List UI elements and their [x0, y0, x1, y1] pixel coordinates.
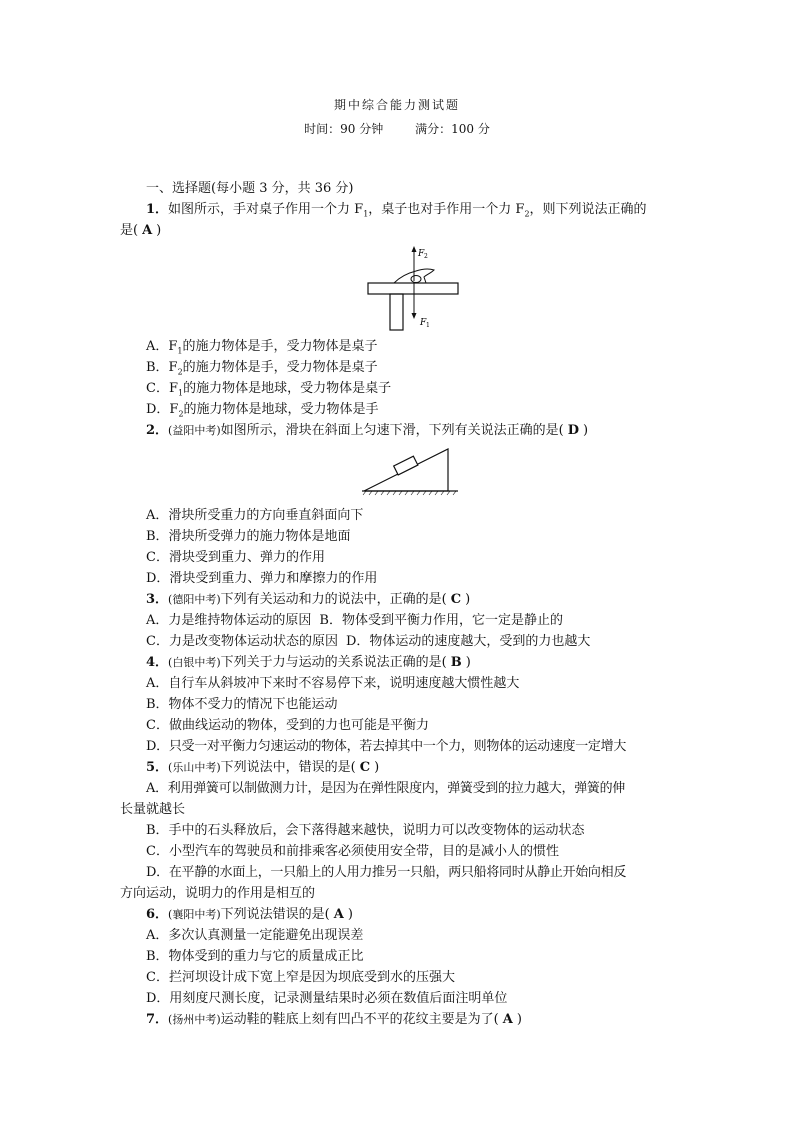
source-label: (襄阳中考): [168, 908, 221, 921]
source-label: (乐山中考): [168, 761, 221, 774]
question-number: 2．: [146, 423, 169, 438]
section-heading: 一、选择题(每小题 3 分，共 36 分): [146, 181, 354, 196]
question-4: 4．(白银中考)下列关于力与运动的关系说法正确的是( B ): [146, 655, 471, 670]
time-limit: 时间：90 分钟: [304, 122, 384, 136]
q2-option-b: B．滑块所受弹力的施力物体是地面: [146, 529, 351, 544]
f2-label: F: [418, 249, 425, 259]
q3-option-d: D．物体运动的速度越大，受到的力也越大: [345, 634, 591, 649]
question-2: 2．(益阳中考)如图所示，滑块在斜面上匀速下滑，下列有关说法正确的是( D ): [146, 423, 589, 438]
q1-option-a: A．$F_1$的施力物体是手，受力物体是桌子: [146, 339, 378, 356]
q5-option-d: D．在平静的水面上，一只船上的人用力推另一只船，两只船将同时从静止开始向相反: [146, 865, 627, 880]
hand-table-force-diagram: [364, 245, 464, 333]
source-label: (益阳中考): [168, 424, 221, 437]
q4-option-d: D．只受一对平衡力匀速运动的物体，若去掉其中一个力，则物体的运动速度一定增大: [146, 739, 627, 754]
question-number: 3．: [146, 592, 169, 607]
answer: B: [450, 655, 462, 670]
svg-text:1: 1: [426, 322, 430, 329]
q5-option-c: C．小型汽车的驾驶员和前排乘客必须使用安全带，目的是减小人的惯性: [146, 844, 559, 859]
question-number: 7．: [146, 1012, 169, 1027]
q4-option-a: A．自行车从斜坡冲下来时不容易停下来，说明速度越大惯性越大: [146, 676, 520, 691]
q6-option-b: B．物体受到的重力与它的质量成正比: [146, 949, 364, 964]
q3-option-b: B．物体受到平衡力作用，它一定是静止的: [319, 613, 563, 628]
question-1-cont: 是( A ): [120, 223, 162, 238]
answer: C: [359, 760, 371, 775]
exam-info: [0, 120, 794, 137]
incline-slider-diagram: [360, 445, 460, 501]
q2-option-c: C．滑块受到重力、弹力的作用: [146, 550, 325, 565]
answer: D: [567, 423, 579, 438]
answer: A: [142, 223, 153, 238]
q1-option-d: D．$F_2$的施力物体是地球，受力物体是手: [146, 402, 379, 419]
question-number: 1．: [146, 202, 169, 217]
q4-option-b: B．物体不受力的情况下也能运动: [146, 697, 338, 712]
answer: A: [502, 1012, 513, 1027]
q6-option-d: D．用刻度尺测长度，记录测量结果时必须在数值后面注明单位: [146, 991, 508, 1006]
q3-options-cd: [146, 631, 654, 652]
q5-option-d-cont: 方向运动，说明力的作用是相互的: [120, 886, 316, 901]
source-label: (白银中考): [168, 656, 221, 669]
source-label: (扬州中考): [168, 1013, 221, 1026]
question-5: 5．(乐山中考)下列说法中，错误的是( C ): [146, 760, 380, 775]
q5-option-b: B．手中的石头释放后，会下落得越来越快，说明力可以改变物体的运动状态: [146, 823, 585, 838]
full-score: 满分：100 分: [415, 122, 490, 136]
f1-label: F: [420, 318, 427, 328]
q3-option-a: A．力是维持物体运动的原因: [146, 613, 312, 628]
q3-options-ab: [146, 610, 654, 631]
page-title: 期中综合能力测试题: [333, 98, 460, 112]
question-1: 1．如图所示，手对桌子作用一个力 $F_1$，桌子也对手作用一个力 $F_2$，则下列说法正确的: [146, 202, 647, 219]
svg-text:2: 2: [424, 253, 428, 260]
q5-option-a: A．利用弹簧可以制做测力计，是因为在弹性限度内，弹簧受到的拉力越大，弹簧的伸: [146, 781, 625, 796]
q1-option-b: B．$F_2$的施力物体是手，受力物体是桌子: [146, 360, 378, 377]
answer: C: [450, 592, 462, 607]
question-number: 5．: [146, 760, 169, 775]
q1-option-c: C．$F_1$的施力物体是地球，受力物体是桌子: [146, 381, 392, 398]
question-3: 3．(德阳中考)下列有关运动和力的说法中，正确的是( C ): [146, 592, 471, 607]
q3-option-c: C．力是改变物体运动状态的原因: [146, 634, 338, 649]
question-list: [120, 178, 654, 1030]
q5-option-a-cont: 长量就越长: [120, 802, 186, 817]
q6-option-a: A．多次认真测量一定能避免出现误差: [146, 928, 364, 943]
q6-option-c: C．拦河坝设计成下宽上窄是因为坝底受到水的压强大: [146, 970, 455, 985]
question-number: 6．: [146, 907, 169, 922]
q4-option-c: C．做曲线运动的物体，受到的力也可能是平衡力: [146, 718, 429, 733]
question-6: 6．(襄阳中考)下列说法错误的是( A ): [146, 907, 353, 922]
question-number: 4．: [146, 655, 169, 670]
answer: A: [333, 907, 344, 922]
q2-option-a: A．滑块所受重力的方向垂直斜面向下: [146, 508, 364, 523]
source-label: (德阳中考): [168, 593, 221, 606]
question-7: 7．(扬州中考)运动鞋的鞋底上刻有凹凸不平的花纹主要是为了( A ): [146, 1012, 522, 1027]
q2-option-d: D．滑块受到重力、弹力和摩擦力的作用: [146, 571, 378, 586]
